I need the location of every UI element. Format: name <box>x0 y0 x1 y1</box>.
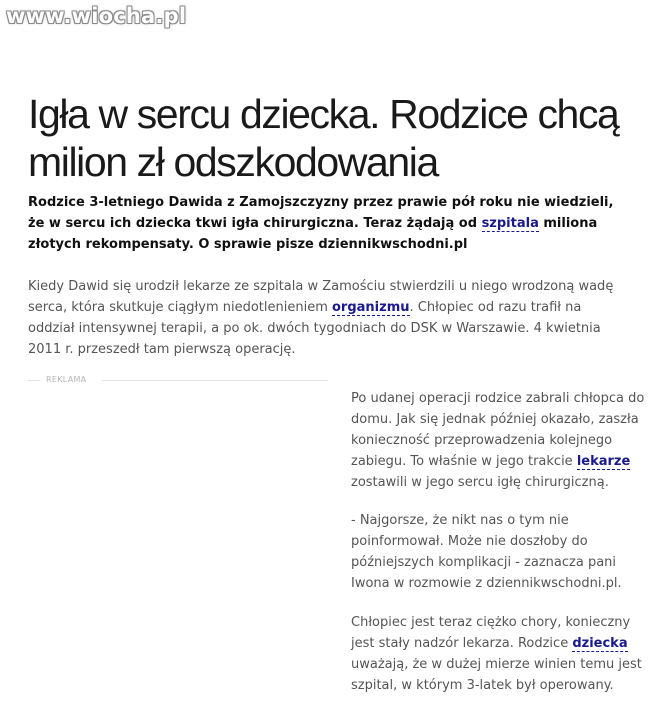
article-paragraph-1 <box>28 276 628 360</box>
ad-divider-right <box>102 380 328 381</box>
article-lead <box>28 192 628 255</box>
ad-separator <box>28 374 328 386</box>
ad-divider-left <box>28 380 40 381</box>
site-watermark: www.wiocha.pl <box>6 4 187 28</box>
article-paragraph-3: - Najgorsze, że nikt nas o tym nie poinformował. Może nie doszłoby do późniejszych komplikacji - zaznacza pani Iwona w rozmowie z dziennikwschodni.pl. <box>351 513 622 591</box>
paragraph-2-text-2: zostawili w jego sercu igłę chirurgiczną. <box>351 475 609 490</box>
ad-label: REKLAMA <box>46 375 87 384</box>
article-paragraph-2 <box>351 388 651 493</box>
keyword-link-lekarze[interactable]: lekarze <box>576 454 631 469</box>
keyword-link-organizmu[interactable]: organizmu <box>332 300 410 315</box>
paragraph-2-text-1: Po udanej operacji rodzice zabrali chłopca do domu. Jak się jednak później okazało, zaszła konieczność przeprowadzenia kolejnego zabiegu. To właśnie w jego trakcie <box>351 391 645 469</box>
paragraph-1-text-2: . Chłopiec od razu trafił na oddział intensywnej terapii, a po ok. dwóch tygodniach do DSK w Warszawie. 4 kwietnia 2011 r. przeszedł tam pierwszą operację. <box>28 300 601 357</box>
paragraph-4-text-1: Chłopiec jest teraz ciężko chory, konieczny jest stały nadzór lekarza. Rodzice <box>351 615 631 651</box>
keyword-link-szpitala[interactable]: szpitala <box>481 216 539 231</box>
article-paragraph-4 <box>351 612 651 696</box>
lead-text-1: Rodzice 3-letniego Dawida z Zamojszczyzny przez prawie pół roku nie wiedzieli, że w sercu ich dziecka tkwi igła chirurgiczna. Teraz żądają od <box>28 195 614 231</box>
article-title: Igła w sercu dziecka. Rodzice chcą milion zł odszkodowania <box>28 91 619 185</box>
paragraph-4-text-2: uważają, że w dużej mierze winien temu jest szpital, w którym 3-latek był operowany. <box>351 657 642 693</box>
paragraph-1-text-1: Kiedy Dawid się urodził lekarze ze szpitala w Zamościu stwierdzili u niego wrodzoną wadę serca, która skutkuje ciągłym niedotlenieniem <box>28 279 614 315</box>
lead-text-2: miliona złotych rekompensaty. O sprawie pisze dziennikwschodni.pl <box>28 216 598 252</box>
keyword-link-dziecka[interactable]: dziecka <box>572 636 628 651</box>
